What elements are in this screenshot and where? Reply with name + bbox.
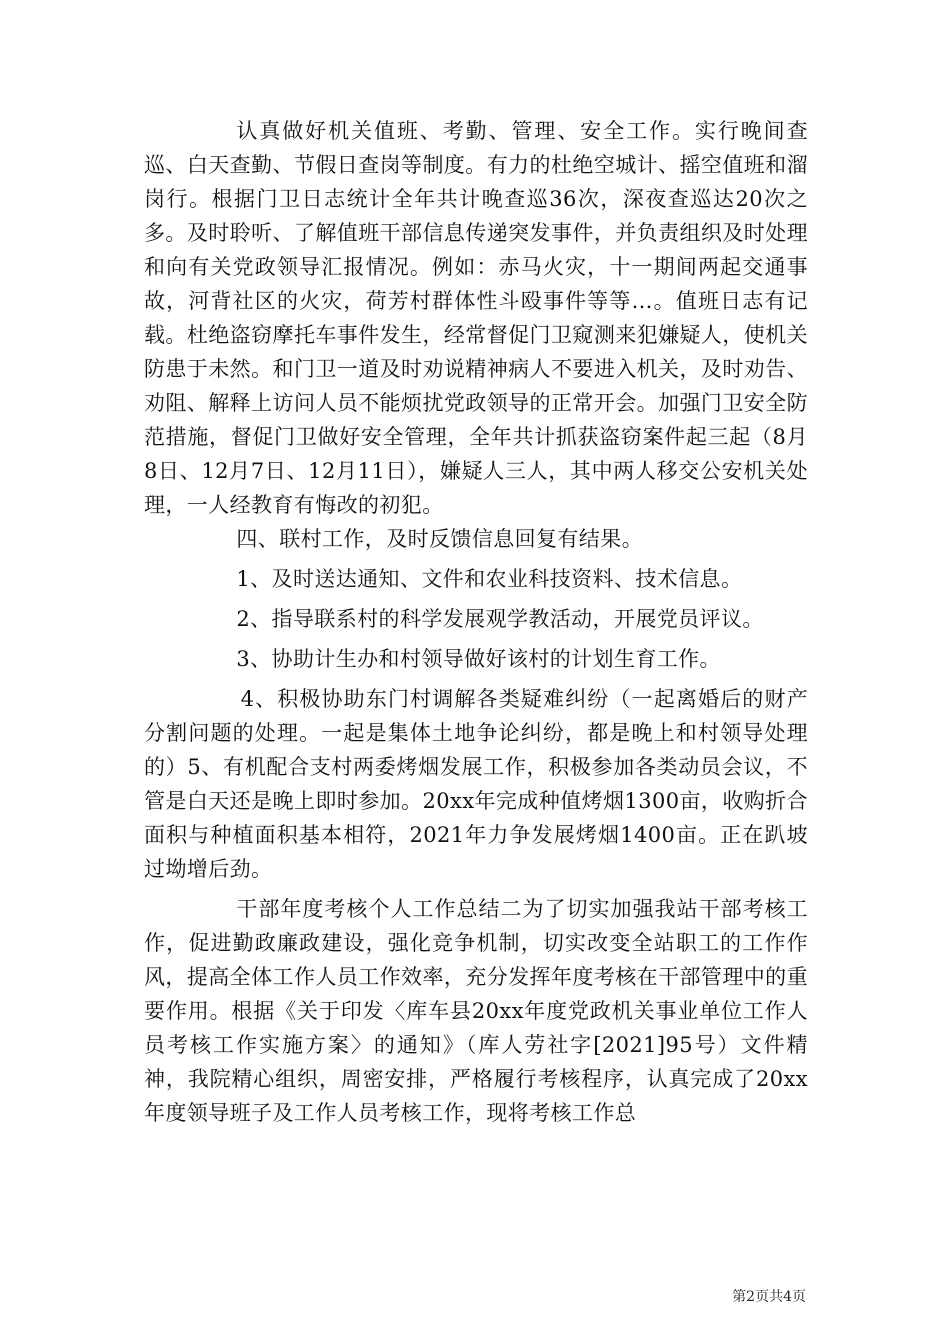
paragraph-item-3: 3、协助计生办和村领导做好该村的计划生育工作。 bbox=[236, 647, 721, 671]
paragraph-section-four-heading: 四、联村工作，及时反馈信息回复有结果。 bbox=[236, 527, 643, 551]
page-number-footer: 第2页共4页 bbox=[732, 1289, 806, 1305]
paragraph-item-2: 2、指导联系村的科学发展观学教活动，开展党员评议。 bbox=[236, 607, 764, 631]
paragraph-item-4-5: 4、积极协助东门村调解各类疑难纠纷（一起离婚后的财产分割问题的处理。一起是集体土地争论纠纷，都是晚上和村领导处理的）5、有机配合支村两委烤烟发展工作，积极参加各类动员会议，不管是白天还是晚上即时参加。20xx年完成种值烤烟1300亩，收购折合面积与种植面积基本相符，2021年力争发展烤烟1400亩。正在趴坡过坳增后劲。 bbox=[144, 687, 808, 881]
paragraph-summary-two: 干部年度考核个人工作总结二为了切实加强我站干部考核工作，促进勤政廉政建设，强化竞争机制，切实改变全站职工的工作作风，提高全体工作人员工作效率，充分发挥年度考核在干部管理中的重要作用。根据《关于印发〈库车县20xx年度党政机关事业单位工作人员考核工作实施方案〉的通知》（库人劳社字[2021]95号）文件精神，我院精心组织，周密安排，严格履行考核程序，认真完成了20xx年度领导班子及工作人员考核工作，现将考核工作总 bbox=[144, 897, 808, 1125]
paragraph-item-1: 1、及时送达通知、文件和农业科技资料、技术信息。 bbox=[236, 567, 743, 591]
document-body bbox=[144, 114, 808, 1130]
paragraph-duty-management: 认真做好机关值班、考勤、管理、安全工作。实行晚间查巡、白天查勤、节假日查岗等制度。有力的杜绝空城计、摇空值班和溜岗行。根据门卫日志统计全年共计晚查巡36次，深夜查巡达20次之多。及时聆听、了解值班干部信息传递突发事件，并负责组织及时处理和向有关党政领导汇报情况。例如：赤马火灾，十一期间两起交通事故，河背社区的火灾，荷芳村群体性斗殴事件等等…。值班日志有记载。杜绝盗窃摩托车事件发生，经常督促门卫窥测来犯嫌疑人，使机关防患于未然。和门卫一道及时劝说精神病人不要进入机关，及时劝告、劝阻、解释上访问人员不能烦扰党政领导的正常开会。加强门卫安全防范措施，督促门卫做好安全管理，全年共计抓获盗窃案件起三起（8月8日、12月7日、12月11日），嫌疑人三人，其中两人移交公安机关处理，一人经教育有悔改的初犯。 bbox=[144, 119, 808, 517]
